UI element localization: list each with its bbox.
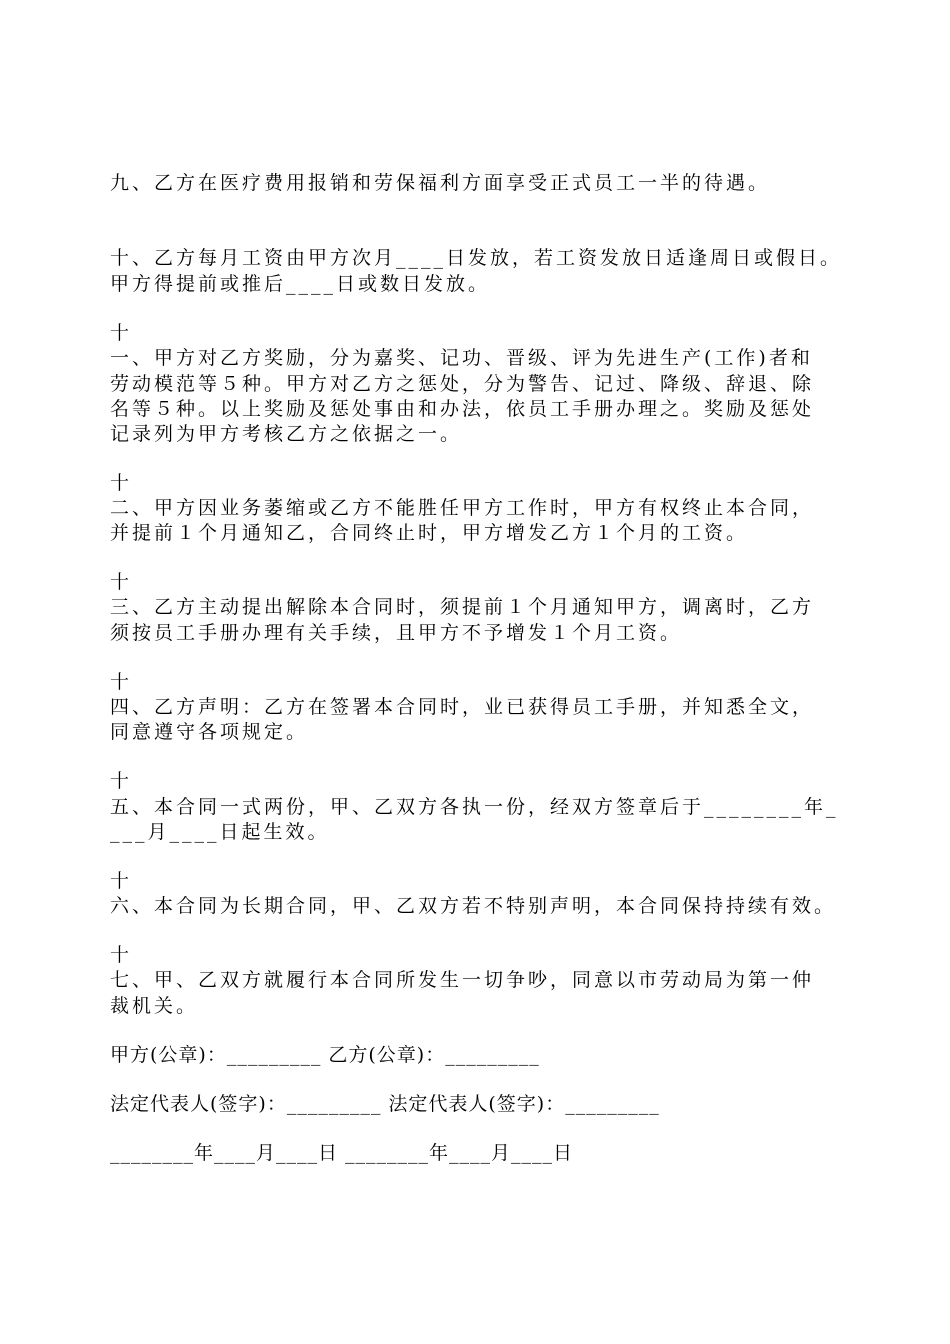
clause-13-line-2: 三、乙方主动提出解除本合同时，须提前１个月通知甲方，调离时，乙方	[110, 596, 815, 618]
clause-13-line-3: 须按员工手册办理有关手续，且甲方不予增发１个月工资。	[110, 622, 683, 644]
clause-12-line-2: 二、甲方因业务萎缩或乙方不能胜任甲方工作时，甲方有权终止本合同，	[110, 497, 815, 519]
clause-12-line-1: 十	[110, 472, 133, 494]
clause-13-line-1: 十	[110, 571, 133, 593]
clause-16-line-1: 十	[110, 870, 133, 892]
clause-11-line-5: 记录列为甲方考核乙方之依据之一。	[110, 423, 463, 445]
clause-14-line-1: 十	[110, 671, 133, 693]
clause-10-line-2: 甲方得提前或推后____日或数日发放。	[110, 273, 491, 295]
clause-12-line-3: 并提前１个月通知乙，合同终止时，甲方增发乙方１个月的工资。	[110, 522, 749, 544]
clause-9-line-1: 九、乙方在医疗费用报销和劳保福利方面享受正式员工一半的待遇。	[110, 172, 771, 194]
clause-11-line-4: 名等５种。以上奖励及惩处事由和办法，依员工手册办理之。奖励及惩处	[110, 398, 815, 420]
clause-15-line-3: ___月____日起生效。	[110, 821, 330, 843]
clause-11-line-3: 劳动模范等５种。甲方对乙方之惩处，分为警告、记过、降级、辞退、除	[110, 373, 815, 395]
clause-14-line-3: 同意遵守各项规定。	[110, 721, 309, 743]
clause-11-line-2: 一、甲方对乙方奖励，分为嘉奖、记功、晋级、评为先进生产(工作)者和	[110, 347, 813, 369]
clause-15-line-1: 十	[110, 770, 133, 792]
signature-date-line: ________年____月____日 ________年____月____日	[110, 1142, 574, 1164]
clause-17-line-3: 裁机关。	[110, 995, 199, 1017]
clause-15-line-2: 五、本合同一式两份，甲、乙双方各执一份，经双方签章后于________年_	[110, 796, 839, 818]
clause-14-line-2: 四、乙方声明：乙方在签署本合同时，业已获得员工手册，并知悉全文，	[110, 696, 815, 718]
clause-10-line-1: 十、乙方每月工资由甲方次月____日发放，若工资发放日适逢周日或假日。	[110, 247, 843, 269]
signature-seal-line: 甲方(公章)：_________ 乙方(公章)：_________	[110, 1044, 540, 1066]
clause-11-line-1: 十	[110, 322, 133, 344]
signature-representative-line: 法定代表人(签字)：_________ 法定代表人(签字)：_________	[110, 1093, 660, 1115]
clause-17-line-2: 七、甲、乙双方就履行本合同所发生一切争吵，同意以市劳动局为第一仲	[110, 969, 815, 991]
clause-17-line-1: 十	[110, 944, 133, 966]
clause-16-line-2: 六、本合同为长期合同，甲、乙双方若不特别声明，本合同保持持续有效。	[110, 895, 837, 917]
